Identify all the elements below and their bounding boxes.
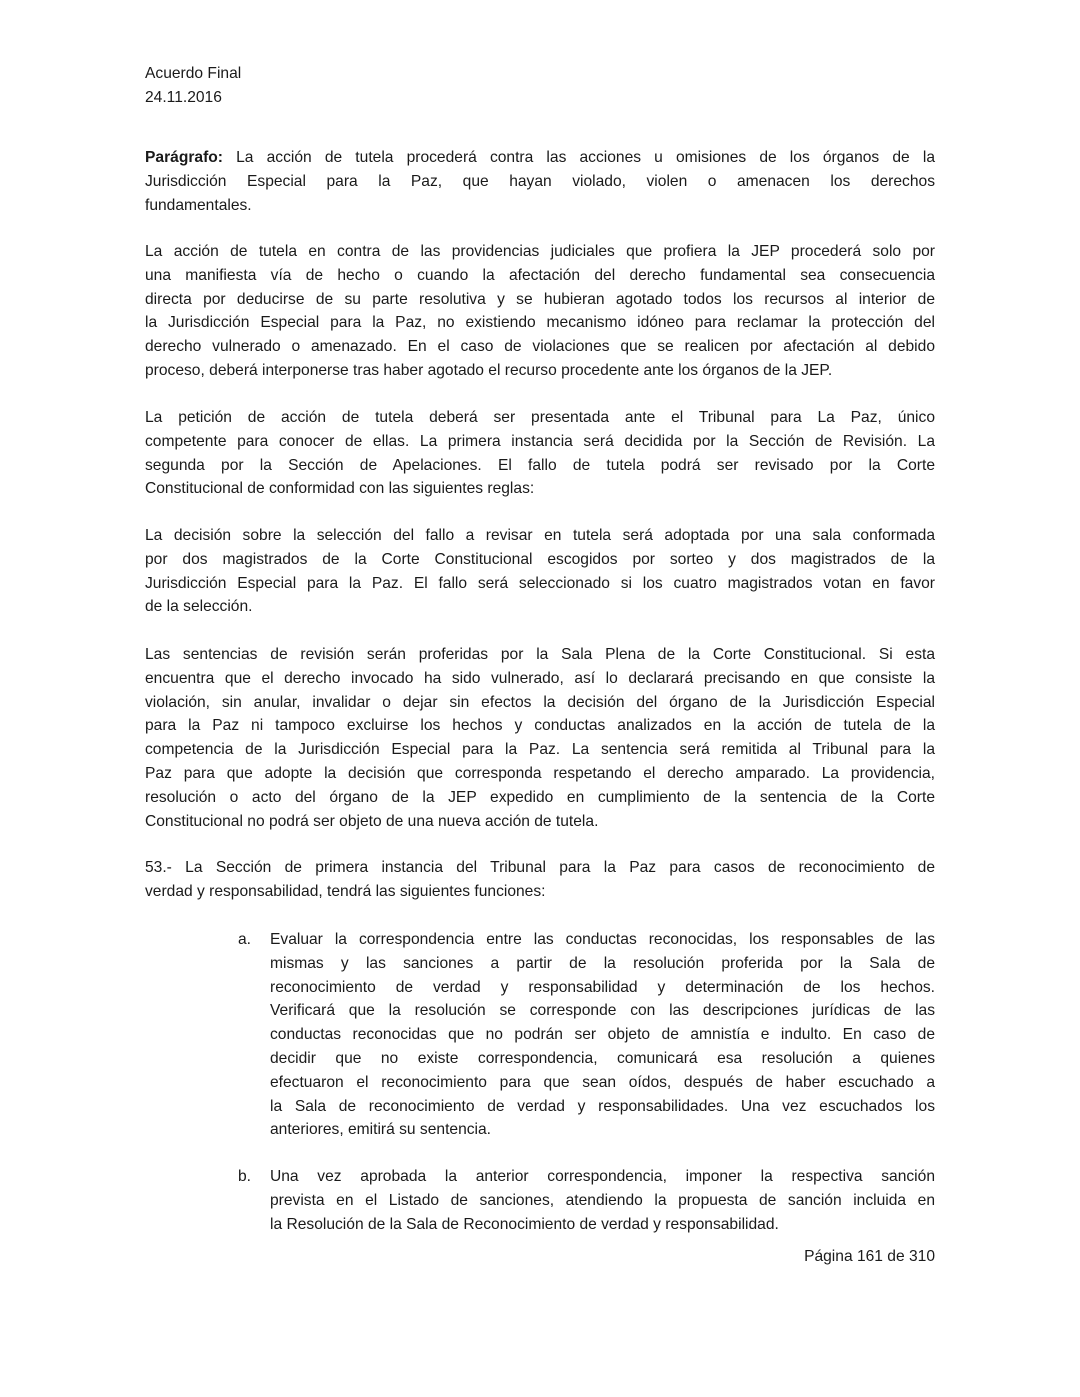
text-line: La petición de acción de tutela deberá ser presentada ante el Tribunal para La Paz, único [145,409,935,426]
text-line: Las sentencias de revisión serán proferidas por la Sala Plena de la Corte Constitucional. Si esta [145,646,935,663]
paragraph [145,643,935,833]
list-item-body [270,928,935,1142]
text-line: verdad y responsabilidad, tendrá las siguientes funciones: [145,882,546,900]
text-line: encuentra que el derecho invocado ha sido vulnerado, así lo declarará precisando en que consiste la [145,669,935,687]
header-title: Acuerdo Final [145,65,242,82]
text-line: la Resolución de la Sala de Reconocimiento de verdad y responsabilidad. [270,1215,779,1233]
text-line: mismas y las sanciones a partir de la resolución proferida por la Sala de [270,954,935,972]
text-line: segunda por la Sección de Apelaciones. El fallo de tutela podrá ser revisado por la Corte [145,456,935,474]
text-line: para la Paz ni tampoco excluirse los hechos y conductas analizados en la acción de tutela de la [145,717,935,735]
text-line: efectuaron el reconocimiento para que sean oídos, después de haber escuchado a [270,1073,935,1091]
paragraph [145,406,935,501]
paragraph [145,240,935,383]
text-line: por dos magistrados de la Corte Constitucional escogidos por sorteo y dos magistrados de la [145,550,935,568]
text-line: competente para conocer de ellas. La primera instancia será decidida por la Sección de Revisión. La [145,432,935,450]
text-line: directa por deducirse de su parte resolutiva y se hubieran agotado todos los recursos al interior de [145,290,935,308]
text-line: violación, sin anular, invalidar o dejar sin efectos la decisión del órgano de la Jurisdicción Especial [145,693,935,711]
list-item-letter: b. [238,1168,252,1185]
list-item-body [270,1165,935,1236]
text-line: fundamentales. [145,196,252,214]
paragraph [145,856,935,904]
paragraph-text: La acción de tutela procederá contra las acciones u omisiones de los órganos de la [223,149,935,166]
list-item-letter: a. [238,931,252,948]
text-line: conductas reconocidas que no podrán ser objeto de amnistía e indulto. En caso de [270,1026,935,1044]
text-line: 53.- La Sección de primera instancia del Tribunal para la Paz para casos de reconocimiento de [145,859,935,876]
text-line [145,146,935,170]
text-line: proceso, deberá interponerse tras haber agotado el recurso procedente ante los órganos de la JEP. [145,361,833,379]
text-line: La acción de tutela en contra de las providencias judiciales que profiera la JEP procederá solo por [145,243,935,260]
text-line: reconocimiento de verdad y responsabilidad y determinación de los hechos. [270,978,935,996]
header-date: 24.11.2016 [145,89,222,106]
text-line: de la selección. [145,598,253,616]
text-line: Constitucional no podrá ser objeto de una nueva acción de tutela. [145,812,599,830]
text-line: la Sala de reconocimiento de verdad y responsabilidades. Una vez escuchados los [270,1097,935,1115]
paragraph [145,524,935,619]
text-line: derecho vulnerado o amenazado. En el caso de violaciones que se realicen por afectación al debido [145,338,935,356]
text-line: Evaluar la correspondencia entre las conductas reconocidas, los responsables de las [270,931,935,948]
text-line: Una vez aprobada la anterior correspondencia, imponer la respectiva sanción [270,1168,935,1185]
text-line: La decisión sobre la selección del fallo a revisar en tutela será adoptada por una sala conformada [145,527,935,544]
text-line: Paz para que adopte la decisión que corresponda respetando el derecho amparado. La providencia, [145,764,935,782]
document-header [145,62,241,110]
text-line: prevista en el Listado de sanciones, atendiendo la propuesta de sanción incluida en [270,1191,935,1209]
paragraph-lead: Parágrafo: [145,149,223,166]
paragraph [145,146,935,217]
text-line: Jurisdicción Especial para la Paz, que hayan violado, violen o amenacen los derechos [145,172,935,190]
text-line: anteriores, emitirá su sentencia. [270,1121,492,1139]
text-line: Verificará que la resolución se corresponde con las descripciones jurídicas de las [270,1002,935,1020]
text-line: una manifiesta vía de hecho o cuando la afectación del derecho fundamental sea consecuencia [145,266,935,284]
text-line: decidir que no existe correspondencia, comunicará esa resolución a quienes [270,1049,935,1067]
text-line: competencia de la Jurisdicción Especial para la Paz. La sentencia será remitida al Tribunal para la [145,741,935,759]
text-line: Constitucional de conformidad con las siguientes reglas: [145,480,535,498]
text-line: resolución o acto del órgano de la JEP expedido en cumplimiento de la sentencia de la Corte [145,788,935,806]
text-line: Jurisdicción Especial para la Paz. El fallo será seleccionado si los cuatro magistrados votan en favor [145,574,935,592]
text-line: la Jurisdicción Especial para la Paz, no existiendo mecanismo idóneo para reclamar la protección del [145,314,935,332]
page-number: Página 161 de 310 [804,1248,935,1265]
